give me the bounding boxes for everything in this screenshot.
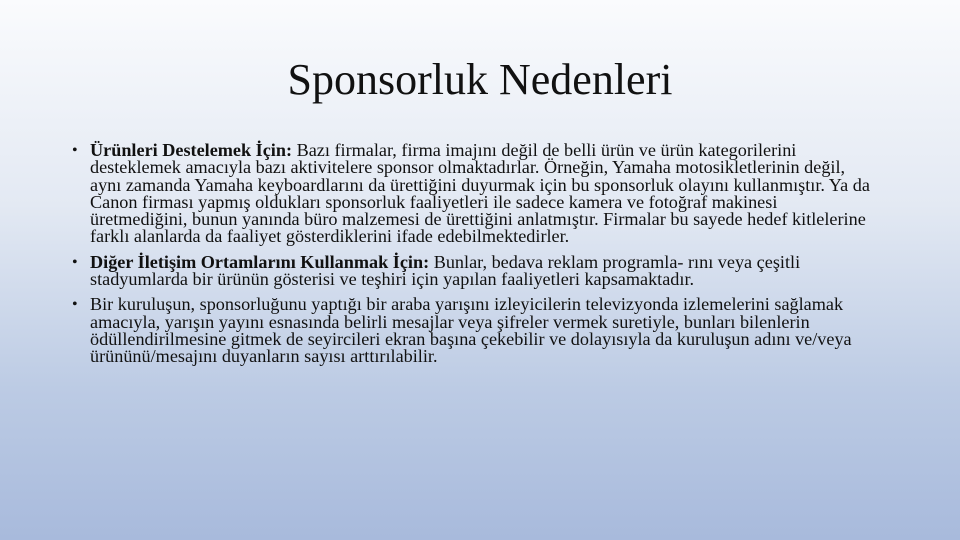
bullet-text: Bunlar, bedava reklam programla- rını veya çeşitli stadyumlarda bir ürünün gösterisi ve teşhiri için yapılan faaliyetleri kapsamaktadır.: [90, 251, 801, 290]
bullet-text: Bir kuruluşun, sponsorluğunu yaptığı bir araba yarışını izleyicilerin televizyonda izlemelerini sağlamak amacıyla, yarışın yayını esnasında belirli mesajlar veya şifreler vermek suretiyle, bunları bilenlerin ödüllendirilmesine gitmek de seyircileri ekran başına çekebilir ve dolayısıyla da kuruluşun adını ve/veya ürününü/mesajını duyanların sayısı arttırılabilir.: [90, 294, 852, 367]
bullet-item: [72, 142, 872, 246]
bullet-label: Ürünleri Destelemek İçin:: [90, 140, 293, 160]
bullet-dot-icon: •: [72, 253, 78, 271]
bullet-text: Bazı firmalar, firma imajını değil de belli ürün ve ürün kategorilerini desteklemek amacıyla bazı aktivitelere sponsor olmaktadırlar. Örneğin, Yamaha motosikletlerinin değil, aynı zamanda Yamaha keyboardlarını da ürettiğini duyurmak için bu sponsorluk olayını kullanmıştır. Ya da Canon firması yapmış oldukları sponsorluk faaliyetleri ile sadece kamera ve fotoğraf makinesi üretmediğini, bunun yanında büro malzemesi de ürettiğini anlatmıştır. Firmalar bu sayede hedef kitlelerine farklı alanlarda da faaliyet gösterdiklerini ifade edebilmektedirler.: [90, 140, 870, 247]
bullet-label: Diğer İletişim Ortamlarını Kullanmak İçin:: [90, 251, 430, 272]
bullet-list: [72, 142, 872, 374]
bullet-dot-icon: •: [72, 296, 78, 314]
bullet-dot-icon: •: [72, 142, 78, 159]
bullet-item: [72, 296, 872, 365]
slide-title: Sponsorluk Nedenleri: [287, 55, 673, 104]
bullet-item: [72, 251, 872, 290]
